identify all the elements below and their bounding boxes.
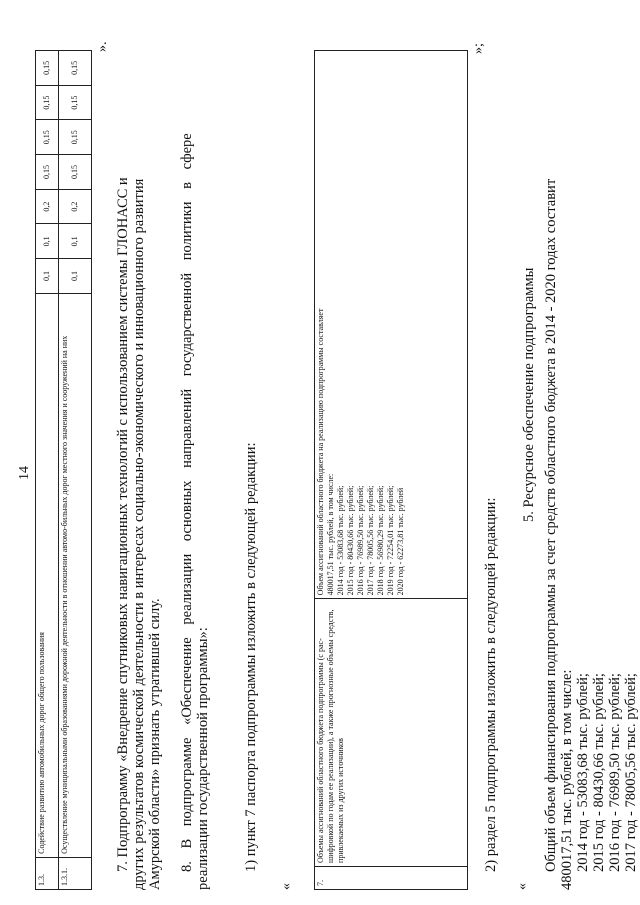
funding-line: 2014 год - 53083,68 тыс. рублей; [336, 485, 345, 596]
funding-text-line: 2016 год - 76989,50 тыс. рублей; [607, 673, 623, 872]
funding-line: 2016 год - 76989,50 тыс. рублей; [356, 485, 365, 596]
funding-text-line: 2015 год - 80430,66 тыс. рублей; [591, 673, 607, 872]
value-cell: 0,15 [36, 155, 59, 190]
value-cell: 0,15 [59, 120, 92, 155]
value-cell: 0,15 [59, 85, 92, 120]
row-description: Осуществление муниципальными образованиями дорожной деятельности в отношении автомо-бильных дорог местного значения и сооружений на них [59, 293, 92, 857]
section-heading: 5. Ресурсное обеспечение подпрограммы [521, 267, 537, 522]
value-cell: 0,1 [59, 224, 92, 259]
row-number: 7. [315, 866, 468, 889]
value-cell: 0,2 [36, 189, 59, 224]
table-row [36, 51, 59, 890]
funding-line: 2020 год - 62273,81 тыс. рублей [396, 487, 405, 596]
value-cell: 0,15 [59, 51, 92, 86]
row-description: Содействие развитию автомобильных дорог общего пользования [36, 293, 59, 857]
funding-line: Объем ассигнований областного бюджета на реализацию подпрограммы составляет [316, 308, 325, 596]
value-cell: 0,15 [36, 85, 59, 120]
value-cell: 0,1 [36, 224, 59, 259]
passport-item-value [315, 51, 468, 599]
value-cell: 0,2 [59, 189, 92, 224]
funding-text-line: Общий объем финансирования подпрограммы за счет средств областного бюджета в 2014 - 2020 годах составит [543, 178, 559, 872]
paragraph-7-line-3: Амурской области» признать утратившей силу. [147, 598, 163, 890]
funding-line: 480017,51 тыс. рублей, в том числе: [326, 473, 335, 596]
funding-text-line: 2014 год - 53083,68 тыс. рублей; [575, 673, 591, 872]
item-1-text: 1) пункт 7 паспорта подпрограммы изложить в следующей редакции: [243, 442, 259, 872]
value-cell: 0,15 [36, 51, 59, 86]
paragraph-7-line-1: 7. Подпрограмму «Внедрение спутниковых навигационных технологий с использованием системы ГЛОНАСС и [115, 177, 131, 872]
funding-line: 2017 год - 78005,56 тыс. рублей; [366, 485, 375, 596]
funding-line: 2019 год - 72254,01 тыс. рублей; [386, 485, 395, 596]
page-number: 14 [17, 466, 32, 480]
value-cell: 0,1 [59, 259, 92, 294]
funding-line: 2015 год - 80430,66 тыс. рублей; [346, 485, 355, 596]
paragraph-7-line-2: других результатов космической деятельности в интересах социально-экономического и инновационного развития [131, 178, 147, 890]
paragraph-8-line-1: 8. В подпрограмме «Обеспечение реализации основных направлений государственной политики в сфере [179, 133, 195, 872]
funding-text-line: 480017,51 тыс. рублей, в том числе: [559, 669, 575, 890]
value-cell: 0,1 [36, 259, 59, 294]
passport-table [314, 50, 468, 890]
value-cell: 0,15 [36, 120, 59, 155]
row-number: 1.3. [36, 857, 59, 889]
indicators-table [35, 50, 92, 890]
closing-quote-semicolon: »; [471, 43, 486, 54]
opening-quote: « [515, 883, 530, 890]
row-number: 1.3.1. [59, 857, 92, 889]
funding-text-line: 2017 год - 78005,56 тыс. рублей; [623, 673, 639, 872]
table-row [315, 51, 468, 890]
rotated-content [15, 30, 639, 890]
value-cell: 0,15 [59, 155, 92, 190]
passport-item-title: Объемы ассигнований областного бюджета подпрограммы (с рас-шифровкой по годам ее реализации), а также прогнозные объемы средств, привлекаемых из других источников [315, 599, 468, 867]
closing-quote: ». [95, 41, 110, 52]
table-row [59, 51, 92, 890]
item-2-text: 2) раздел 5 подпрограммы изложить в следующей редакции: [483, 497, 499, 872]
opening-quote: « [279, 883, 294, 890]
paragraph-8-line-2: реализации государственной программы»: [195, 627, 211, 890]
funding-line: 2018 год - 56980,29 тыс. рублей; [376, 485, 385, 596]
